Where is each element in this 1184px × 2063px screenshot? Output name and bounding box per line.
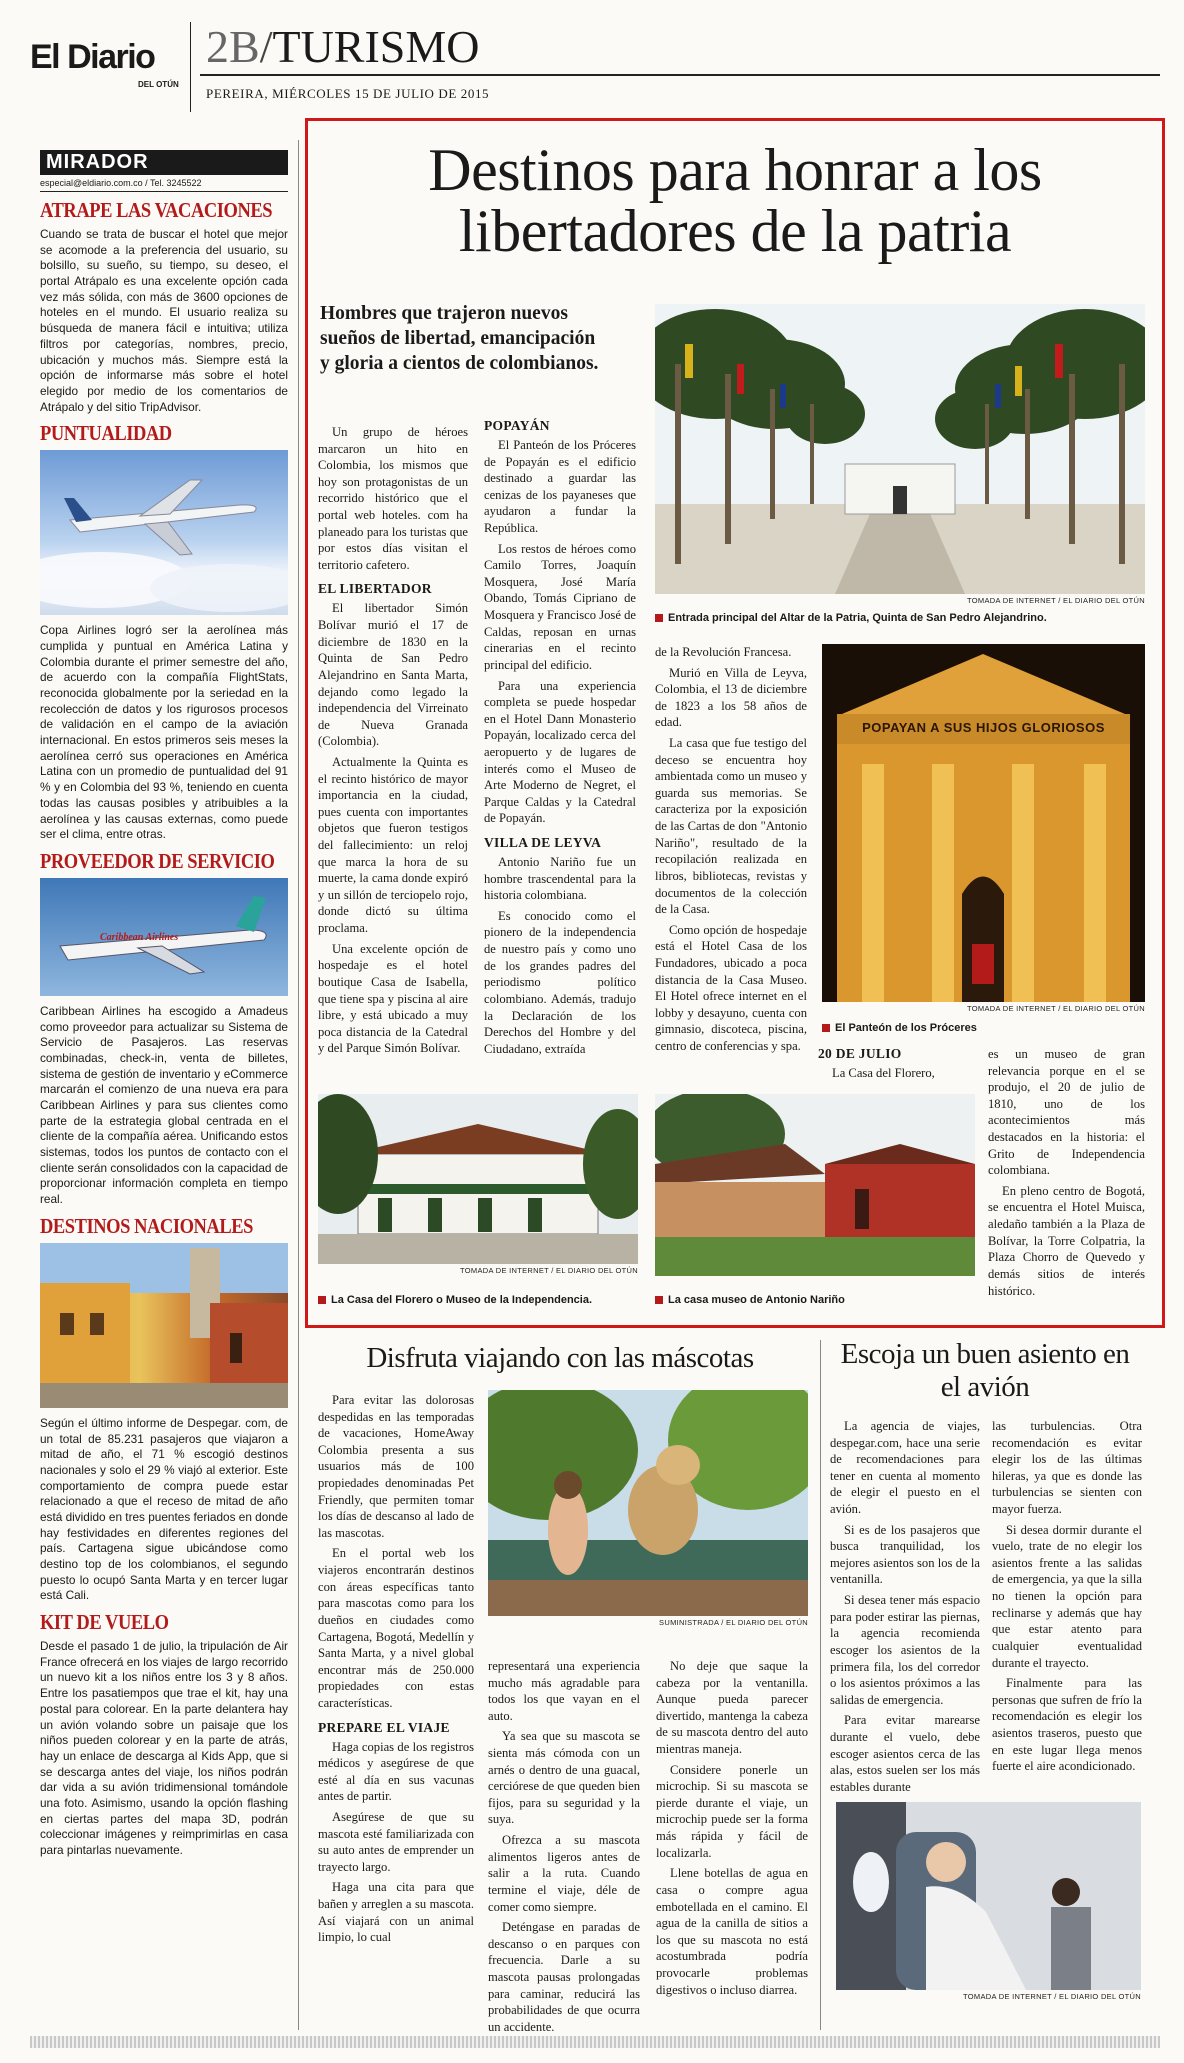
sidebar-body: Según el último informe de Despegar. com, de un total de 85.231 pasajeros que viajaron a mitad de año, el 71 % escogió destinos nacionales y solo el 29 % viajó al exterior. Este comportamiento de compra puede estar relacionado a que el receso de mitad de año está dividido en tres puentes feriados en donde hay festividades en diferentes regiones del país. Cartagena sigue ubicándose como destino top de los colombianos, el segundo puesto lo ocupó Santa Marta y en tercer lugar está Cali. — [40, 1415, 288, 1603]
article-paragraph: Un grupo de héroes marcaron un hito en Colombia, los mismos que hoy son protagonistas de un recorrido histórico que el portal web hoteles. com ha planeado para los turistas que por estos días visitan el territorio cafetero. — [318, 425, 468, 572]
article-paragraph: En el portal web los viajeros encontrarán destinos con áreas específicas tanto para mascotas como para los dueños en ciudades como Cartagena, Bogotá, Medellín y Santa Marta, y a nivel global encontrar más de 250.000 propiedades con estas características. — [318, 1546, 474, 1710]
subhead-20-de-julio: 20 DE JULIO — [818, 1046, 902, 1061]
article-paragraph: El libertador Simón Bolívar murió el 17 de diciembre de 1830 en la Quinta de San Pedro Alejandrino en Santa Marta, dejando como legado la independencia del Virreinato de Nueva Granada (Colombia). — [318, 601, 468, 749]
article-paragraph: Si desea dormir durante el vuelo, trate de no elegir los asientos frente a las salidas de emergencia, ya que la silla no tienen la opción para reclinarse y además que hay que estar atento para cualquier eventualidad durante el trayecto. — [992, 1522, 1142, 1670]
article-paragraph: No deje que saque la cabeza por la ventanilla. Aunque pueda parecer divertido, mantenga la cabeza de su mascota dentro del auto mientras maneja. — [656, 1659, 808, 1757]
section-title: 2B/TURISMO — [206, 21, 480, 72]
logo-sub: DEL OTÚN — [138, 80, 179, 89]
page-number: 2B — [206, 21, 260, 72]
sidebar-title-bar: MIRADOR — [40, 150, 288, 175]
subhead-popayan: POPAYÁN — [484, 418, 550, 433]
cartagena-street-photo — [40, 1243, 288, 1408]
article-paragraph: Finalmente para las personas que sufren de frío la recomendación es elegir los asientos traseros, puesto que en este lugar llega menos fuerte el aire acondicionado. — [992, 1676, 1142, 1774]
sidebar-body: Copa Airlines logró ser la aerolínea más cumplida y puntual en América Latina y Colombia durante el primer semestre del año, de acuerdo con la compañía FlightStats, reconocida globalmente por la seriedad en la recolección de datos y los rigurosos procesos de validación en el campo de la aviación internacional. En estos primeros seis meses la aerolínea cerró sus operaciones en América Latina con un promedio de puntualidad del 91 % y en Colombia del 93 %, teniendo en cuenta todas las causas posibles y atribuibles a la aerolínea y las causas externas, como puede ser el clima, entre otras. — [40, 623, 288, 842]
article-paragraph: Si es de los pasajeros que busca tranquilidad, los mejores asientos son los de la ventanilla. — [830, 1522, 980, 1587]
article-paragraph: Murió en Villa de Leyva, Colombia, el 13 de diciembre de 1823 a los 58 años de edad. — [655, 665, 807, 730]
seat-col-1 — [830, 1418, 980, 1799]
article-paragraph: Para evitar marearse durante el vuelo, debe escoger asientos cerca de las alas, estos suelen ser los más estables durante — [830, 1713, 980, 1794]
main-col-2 — [484, 418, 636, 1061]
article-paragraph: Como opción de hospedaje está el Hotel Casa de los Fundadores, ubicado a poca distancia de la Casa Museo. El Hotel ofrece internet en el lobby y desayuno, cuenta con gimnasio, discoteca, piscina, centro de conferencias y spa. — [655, 922, 807, 1054]
photo-caption: El Panteón de los Próceres — [822, 1022, 1145, 1034]
sidebar-body: Cuando se trata de buscar el hotel que mejor se acomode a la preferencia del usuario, su bolsillo, su sueño, su tiempo, su deseo, el portal Atrápalo es una excelente opción cada vez más sólida, con más de 3600 opciones de hoteles en el mundo. El usuario realiza su búsqueda de manera fácil e intuitiva; utiliza filtros por categorías, nombres, precio, ubicación y muchos más. Siempre está la opción de informarse más sobre el hotel elegido por medio de los comentarios de Atrápalo y del sitio TripAdvisor. — [40, 227, 288, 414]
main-deck: Hombres que trajeron nuevos sueños de libertad, emancipación y gloria a cientos de colombianos. — [320, 303, 599, 374]
photo-casa-museo-narino — [655, 1094, 975, 1276]
subhead-prepare-el-viaje: PREPARE EL VIAJE — [318, 1719, 450, 1735]
article-paragraph: Para una experiencia completa se puede hospedar en el Hotel Dann Monasterio Popayán, localizado cerca del aeropuerto y de lugares de interés como el Museo de Arte Moderno de Negret, el Parque Caldas y la Catedral de Popayán. — [484, 678, 636, 826]
photo-panteon-de-los-proceres — [822, 644, 1145, 1013]
masthead — [30, 22, 1160, 117]
photo-caption: La casa museo de Antonio Nariño — [655, 1294, 975, 1306]
caption-bullet-icon — [822, 1024, 830, 1032]
photo-credit: SUMINISTRADA / EL DIARIO DEL OTÚN — [659, 1618, 808, 1627]
sidebar-heading: PUNTUALIDAD — [40, 421, 172, 446]
article-paragraph: Para evitar las dolorosas despedidas en las temporadas de vacaciones, HomeAway Colombia presenta a sus usuarios más de 100 propiedades denominadas Pet Friendly, que permiten tomar los días de descanso al lado de las mascotas. — [318, 1393, 474, 1540]
sidebar-heading: PROVEEDOR DE SERVICIO — [40, 848, 275, 873]
article-paragraph: Es conocido como el pionero de la independencia de nuestro país y como uno de los grandes padres del periodismo político colombiano. Además, tradujo la Declaración de los Derechos del Hombre y del Ciudadano, extraída — [484, 908, 636, 1056]
article-paragraph: Si desea tener más espacio para poder estirar las piernas, la agencia recomienda escoger los asientos de la primera fila, los del corredor o los asientos próximos a las salidas de emergencia. — [830, 1593, 980, 1707]
sidebar-mirador — [40, 150, 288, 1863]
article-paragraph: La agencia de viajes, despegar.com, hace una serie de recomendaciones para tener en cuenta al momento de elegir el puesto en el avión. — [830, 1419, 980, 1517]
main-col-4b — [988, 1046, 1145, 1303]
photo-credit: TOMADA DE INTERNET / EL DIARIO DEL OTÚN — [963, 1992, 1141, 2001]
panteon-inscription: POPAYAN A SUS HIJOS GLORIOSOS — [862, 720, 1105, 735]
article-paragraph: de la Revolución Francesa. — [655, 645, 792, 659]
article-paragraph: La Casa del Florero, — [832, 1066, 935, 1080]
column-divider — [820, 1340, 821, 2030]
section-name: TURISMO — [272, 21, 480, 72]
photo-dog-and-girl — [488, 1390, 808, 1628]
caribbean-plane-photo — [40, 878, 288, 996]
article-paragraph: Una excelente opción de hospedaje es el hotel boutique Casa de Isabella, que tiene spa y piscina al aire libre, y está ubicado a muy poca distancia de la Catedral y del Parque Simón Bolívar. — [318, 941, 468, 1056]
logo: El Diario — [30, 38, 155, 76]
article-paragraph: Deténgase en paradas de descanso o en parques con frecuencia. Darle a su mascota pausas prolongadas para caminar, reducirá las probabilidades de que ocurra un accidente. — [488, 1920, 640, 2034]
article-paragraph: Haga copias de los registros médicos y asegúrese de que esté al día en sus vacunas antes de partir. — [318, 1739, 474, 1804]
main-col-1 — [318, 424, 468, 1061]
article-paragraph: Antonio Nariño fue un hombre trascendental para la historia colombiana. — [484, 855, 636, 903]
photo-credit: TOMADA DE INTERNET / EL DIARIO DEL OTÚN — [460, 1266, 638, 1275]
masthead-rule — [200, 74, 1160, 76]
sidebar-divider — [298, 140, 299, 2030]
article-paragraph: El Panteón de los Próceres de Popayán es el edificio destinado a guardar las cenizas de los payaneses que ayudaron a fundar la República. — [484, 438, 636, 536]
article-paragraph: En pleno centro de Bogotá, se encuentra el Hotel Muisca, aledaño también a la Plaza de Bolívar, la Torre Colpatria, la Plaza Chorro de Quevedo y demás sitios de interés histórico. — [988, 1183, 1145, 1298]
pets-headline: Disfruta viajando con las máscotas — [366, 1342, 754, 1374]
caption-bullet-icon — [655, 614, 663, 622]
article-paragraph: Asegúrese de que su mascota esté familiarizada con su auto antes de emprender un trayecto largo. — [318, 1810, 474, 1874]
article-paragraph: Haga una cita para que bañen y arreglen a su mascota. Así viajará con un animal limpio, lo cual — [318, 1880, 474, 1945]
article-paragraph: es un museo de gran relevancia porque en el se produjo, el 20 de julio de 1810, uno de los acontecimientos más destacados en la historia: el Grito de Independencia colombiana. — [988, 1047, 1145, 1178]
sidebar-contact: especial@eldiario.com.co / Tel. 3245522 — [40, 175, 288, 192]
subhead-libertador: EL LIBERTADOR — [318, 581, 432, 597]
photo-credit: TOMADA DE INTERNET / EL DIARIO DEL OTÚN — [967, 1004, 1145, 1013]
pets-col-2 — [488, 1658, 640, 2039]
dateline: PEREIRA, MIÉRCOLES 15 DE JULIO DE 2015 — [206, 86, 490, 101]
photo-airplane-passenger — [836, 1802, 1141, 2002]
sidebar-heading: DESTINOS NACIONALES — [40, 1213, 253, 1238]
pets-col-3 — [656, 1658, 808, 2002]
article-paragraph: La casa que fue testigo del deceso se encuentra hoy ambientada como un museo y guarda sus memorias. Se caracteriza por la exposición de las Cartas de don "Antonio Nariño", resultado de la recopilación realizada en libros, bibliotecas, revistas y documentos de la colección de la Casa. — [655, 736, 807, 917]
photo-caption: Entrada principal del Altar de la Patria, Quinta de San Pedro Alejandrino. — [655, 612, 1145, 624]
main-col-3 — [655, 644, 807, 1059]
sidebar-heading: KIT DE VUELO — [40, 1610, 169, 1635]
photo-casa-del-florero — [318, 1094, 638, 1276]
copa-plane-photo — [40, 450, 288, 615]
airplane-icon — [64, 480, 256, 555]
masthead-divider — [190, 22, 191, 112]
seat-col-2 — [992, 1418, 1142, 1779]
sidebar-body: Caribbean Airlines ha escogido a Amadeus como proveedor para actualizar su Sistema de Servicio de Pasajeros. Las reservas combinadas, check-in, venta de billetes, sistema de gestión de inventario y eCommerce marcarán el comienzo de una nueva era para Caribbean Airlines y para sus clientes como parte de la estrategia global centrada en el cliente de la compañía aérea. Unificando estos sistemas, todos los puntos de contacto con el cliente serán consolidados con la capacidad de proporcionar información completa en tiempo real. — [40, 1003, 288, 1207]
caption-bullet-icon — [655, 1296, 663, 1304]
page-bottom-band — [30, 2036, 1160, 2048]
article-paragraph: Los restos de héroes como Camilo Torres, Joaquín Mosquera, José María Obando, Tomás Cipriano de Mosquera y Francisco José de Caldas, reposan en urnas cinerarias en el recinto principal del edificio. — [484, 541, 636, 672]
article-paragraph: Considere ponerle un microchip. Si su mascota se pierde durante el viaje, un microchip puede ser la forma más rápida y fácil de localizarla. — [656, 1762, 808, 1860]
article-paragraph: Llene botellas de agua en casa o compre agua embotellada en el camino. El agua de la canilla de sitios a los que su mascota no está acostumbrada podría provocarle problemas digestivos o incluso diarrea. — [656, 1866, 808, 1997]
sidebar-body: Desde el pasado 1 de julio, la tripulación de Air France ofrecerá en los viajes de largo recorrido un nuevo kit a los niños entre los 3 y 8 años. Entre los pasatiempos que trae el kit, hay una postal para colorear. En la parte delantera hay un avión volando sobre un paisaje que los niños pueden colorear y en la parte de atrás, hay un enlace de descarga al Kids App, que si se descarga antes del viaje, los niños podrán dar vida a su avión tridimensional tomándole una foto. Asimismo, usando la opción flashing en ciertas partes del mapa 3D, podrán coleccionar imágenes y reimprimirlas en casa para pintarlas nuevamente. — [40, 1639, 288, 1857]
caption-bullet-icon — [318, 1296, 326, 1304]
article-paragraph: las turbulencias. Otra recomendación es evitar elegir los de las últimas hileras, ya que es donde las turbulencias se sienten con mayor fuerza. — [992, 1419, 1142, 1517]
main-headline: Destinos para honrar a los libertadores de la patria — [428, 137, 1042, 265]
main-col-4a — [818, 1046, 972, 1086]
article-paragraph: Ya sea que su mascota se sienta más cómoda con un arnés o dentro de una guacal, cerciórese de que queden bien fijos, para su seguridad y la suya. — [488, 1729, 640, 1827]
caribbean-livery-text: Caribbean Airlines — [100, 931, 179, 943]
article-paragraph: Actualmente la Quinta es el recinto histórico de mayor importancia en la ciudad, pues cuenta con importantes objetos que fueron testigos del fallecimiento: un reloj que marca la hora de su muerte, la cama donde expiró y un sillón de terciopelo rojo, donde dictó su última proclama. — [318, 754, 468, 936]
article-paragraph: representará una experiencia mucho más agradable para todos los que vayan en el auto. — [488, 1659, 640, 1723]
sidebar-heading: ATRAPE LAS VACACIONES — [40, 198, 273, 222]
pets-col-1 — [318, 1392, 474, 1950]
subhead-villa-de-leyva: VILLA DE LEYVA — [484, 835, 602, 851]
photo-altar-de-la-patria — [655, 304, 1145, 605]
seat-headline: Escoja un buen asiento en el avión — [840, 1338, 1130, 1404]
photo-credit: TOMADA DE INTERNET / EL DIARIO DEL OTÚN — [967, 596, 1145, 605]
article-paragraph: Ofrezca a su mascota alimentos ligeros antes de salir a la ruta. Cuando termine el viaje, déle de comer como siempre. — [488, 1833, 640, 1914]
photo-caption: La Casa del Florero o Museo de la Independencia. — [318, 1294, 648, 1306]
